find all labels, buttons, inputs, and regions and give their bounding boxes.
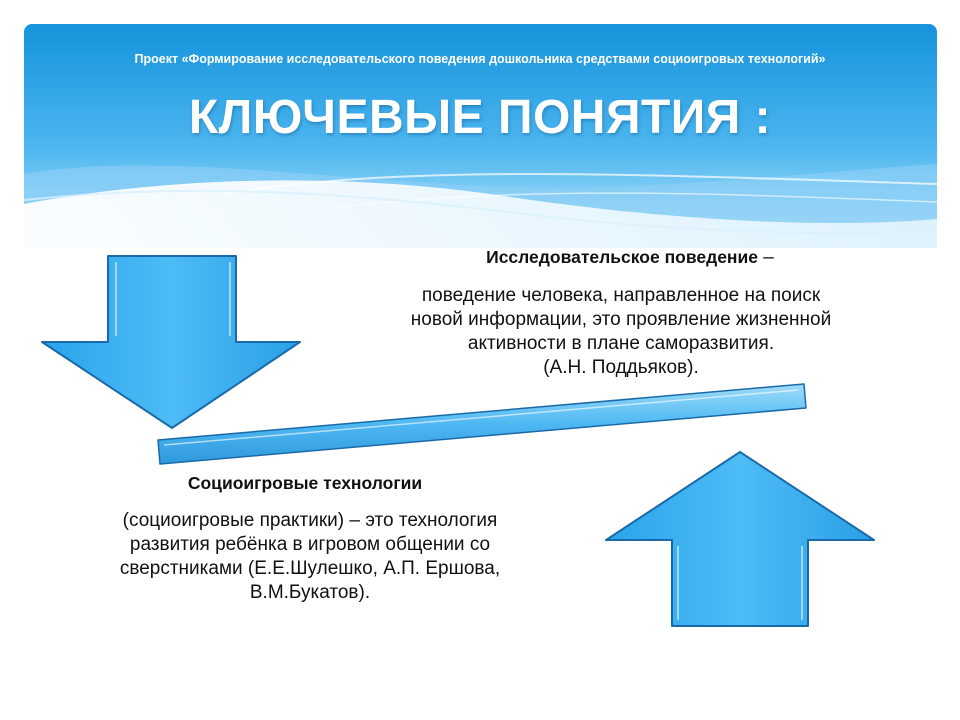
project-title: Проект «Формирование исследовательского поведения дошкольника средствами социоигровых технологий»	[134, 52, 826, 66]
definition-line: поведение человека, направленное на поиск	[421, 285, 821, 306]
down-arrow-shape	[42, 256, 300, 428]
socio-game-term: Социоигровые технологии	[187, 473, 423, 493]
main-title: КЛЮЧЕВЫЕ ПОНЯТИЯ :	[188, 91, 772, 144]
definition-line: новой информации, это проявление жизненной	[410, 309, 832, 330]
definition-line: активности в плане саморазвития.	[467, 333, 775, 354]
up-arrow-shape	[606, 452, 874, 626]
definition-line: В.М.Букатов).	[249, 582, 371, 603]
research-behavior-dash: –	[758, 247, 774, 268]
socio-game-heading	[120, 473, 490, 494]
socio-game-definition	[60, 509, 560, 605]
definition-line: (А.Н. Поддьяков).	[543, 357, 699, 378]
research-behavior-definition	[348, 284, 894, 380]
research-behavior-heading	[380, 246, 880, 270]
definition-line: развития ребёнка в игровом общении со	[129, 534, 491, 555]
research-behavior-term: Исследовательское поведение	[486, 247, 758, 267]
connector-bar-shape	[158, 384, 806, 464]
definition-line: сверстниками (Е.Е.Шулешко, А.П. Ершова,	[119, 558, 501, 579]
definition-line: (социоигровые практики) – это технология	[122, 510, 498, 531]
